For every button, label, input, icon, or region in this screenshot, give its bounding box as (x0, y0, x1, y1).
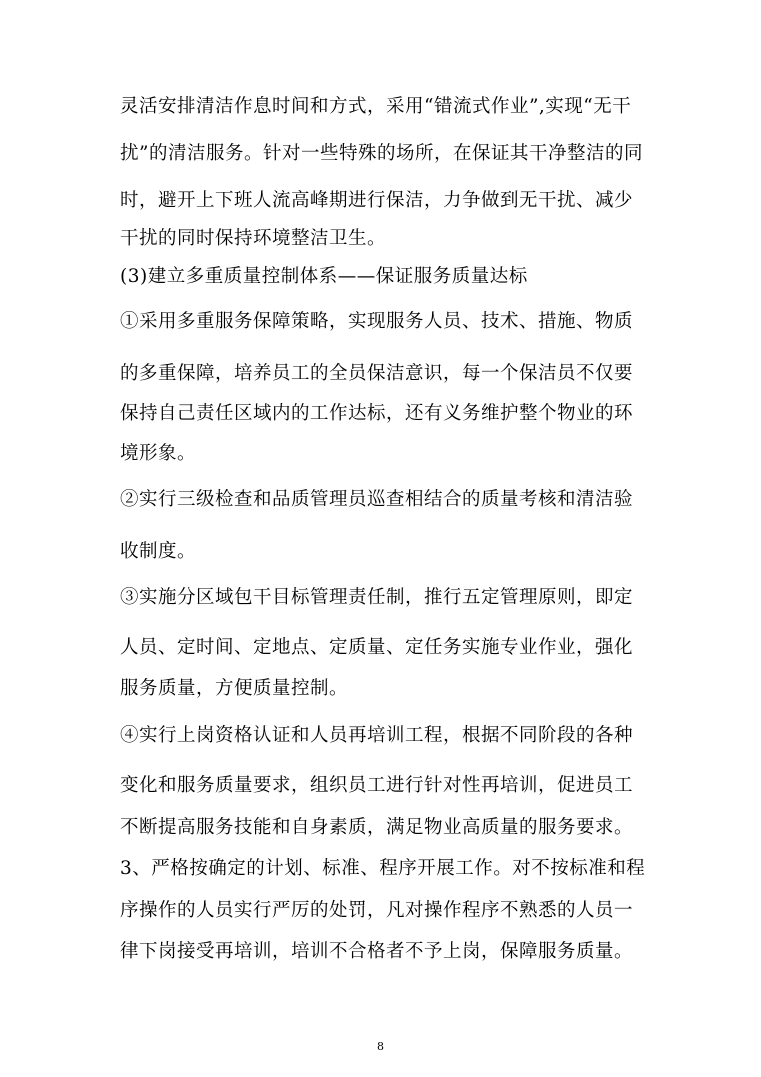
body-text-line: 扰”的清洁服务。针对一些特殊的场所，在保证其干净整洁的同 (120, 143, 643, 164)
list-item-4-line: ④实行上岗资格认证和人员再培训工程，根据不同阶段的各种 (120, 725, 634, 746)
list-item-3-line: ③实施分区域包干目标管理责任制，推行五定管理原则，即定 (120, 587, 634, 608)
body-text-line: 灵活安排清洁作息时间和方式，采用“错流式作业”,实现“无干 (120, 96, 632, 117)
body-text-line: 时，避开上下班人流高峰期进行保洁，力争做到无干扰、减少 (120, 190, 634, 211)
list-item-1-line: 保持自己责任区域内的工作达标，还有义务维护整个物业的环 (120, 403, 634, 424)
list-item-1-line: 境形象。 (120, 443, 197, 464)
body-text-line: 3、严格按确定的计划、标准、程序开展工作。对不按标准和程 (120, 858, 646, 879)
list-item-2-line: ②实行三级检查和品质管理员巡查相结合的质量考核和清洁验 (120, 489, 634, 510)
page-number: 8 (377, 1040, 384, 1053)
list-item-4-line: 不断提高服务技能和自身素质，满足物业高质量的服务要求。 (120, 817, 634, 838)
list-item-3-line: 服务质量，方便质量控制。 (120, 678, 349, 699)
list-item-1-line: ①采用多重服务保障策略，实现服务人员、技术、措施、物质 (120, 311, 634, 332)
body-text-line: 律下岗接受再培训，培训不合格者不予上岗，保障服务质量。 (120, 941, 634, 962)
body-text-line: 序操作的人员实行严厉的处罚，凡对操作程序不熟悉的人员一 (120, 900, 634, 921)
list-item-4-line: 变化和服务质量要求，组织员工进行针对性再培训，促进员工 (120, 775, 634, 796)
list-item-3-line: 人员、定时间、定地点、定质量、定任务实施专业作业，强化 (120, 637, 634, 658)
list-item-1-line: 的多重保障，培养员工的全员保洁意识，每一个保洁员不仅要 (120, 363, 634, 384)
section-heading: (3)建立多重质量控制体系——保证服务质量达标 (120, 266, 528, 287)
body-text-line: 干扰的同时保持环境整洁卫生。 (120, 228, 387, 249)
list-item-2-line: 收制度。 (120, 541, 197, 562)
